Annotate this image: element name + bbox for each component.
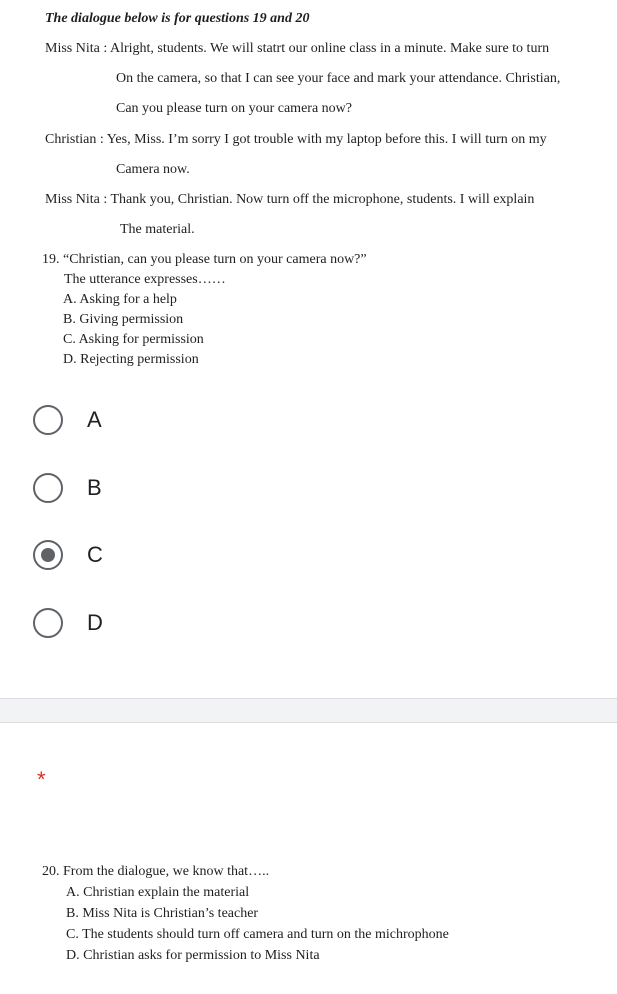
radio-label-c: C xyxy=(87,542,103,567)
question-20-option-c: C. The students should turn off camera and turn on the michrophone xyxy=(66,927,449,942)
radio-option-d[interactable] xyxy=(33,603,103,643)
question-20-text: 20. From the dialogue, we know that….. xyxy=(42,864,270,879)
question-19-option-d: D. Rejecting permission xyxy=(63,352,199,367)
dialogue-line-3: Can you please turn on your camera now? xyxy=(116,101,352,116)
question-20-option-b: B. Miss Nita is Christian’s teacher xyxy=(66,906,259,921)
required-asterisk: * xyxy=(37,767,46,792)
radio-option-b[interactable] xyxy=(33,468,102,508)
dialogue-line-2: On the camera, so that I can see your face and mark your attendance. Christian, xyxy=(116,71,561,86)
dialogue-line-7: The material. xyxy=(120,222,195,237)
dialogue-line-1: Miss Nita : Alright, students. We will statrt our online class in a minute. Make sure to turn xyxy=(45,41,550,56)
radio-selected-dot xyxy=(41,548,55,562)
question-20-option-d: D. Christian asks for permission to Miss Nita xyxy=(66,948,320,963)
radio-option-c[interactable] xyxy=(33,535,103,575)
question-20-option-a: A. Christian explain the material xyxy=(66,885,250,900)
radio-checked-icon[interactable] xyxy=(33,540,63,570)
radio-label-a: A xyxy=(87,407,102,432)
dialogue-line-4: Christian : Yes, Miss. I’m sorry I got trouble with my laptop before this. I will turn on my xyxy=(45,132,547,147)
question-19-prompt: The utterance expresses…… xyxy=(64,272,226,287)
radio-unchecked-icon[interactable] xyxy=(33,608,63,638)
question-19-option-c: C. Asking for permission xyxy=(63,332,204,347)
radio-option-a[interactable] xyxy=(33,400,102,440)
dialogue-line-6: Miss Nita : Thank you, Christian. Now turn off the microphone, students. I will explain xyxy=(45,192,535,207)
dialogue-heading: The dialogue below is for questions 19 and 20 xyxy=(45,11,310,26)
question-19-option-b: B. Giving permission xyxy=(63,312,184,327)
radio-label-d: D xyxy=(87,610,103,635)
question-card-separator xyxy=(0,698,617,723)
radio-unchecked-icon[interactable] xyxy=(33,473,63,503)
question-19-text: 19. “Christian, can you please turn on your camera now?” xyxy=(42,252,367,267)
radio-label-b: B xyxy=(87,475,102,500)
question-19-option-a: A. Asking for a help xyxy=(63,292,177,307)
dialogue-line-5: Camera now. xyxy=(116,162,190,177)
radio-unchecked-icon[interactable] xyxy=(33,405,63,435)
